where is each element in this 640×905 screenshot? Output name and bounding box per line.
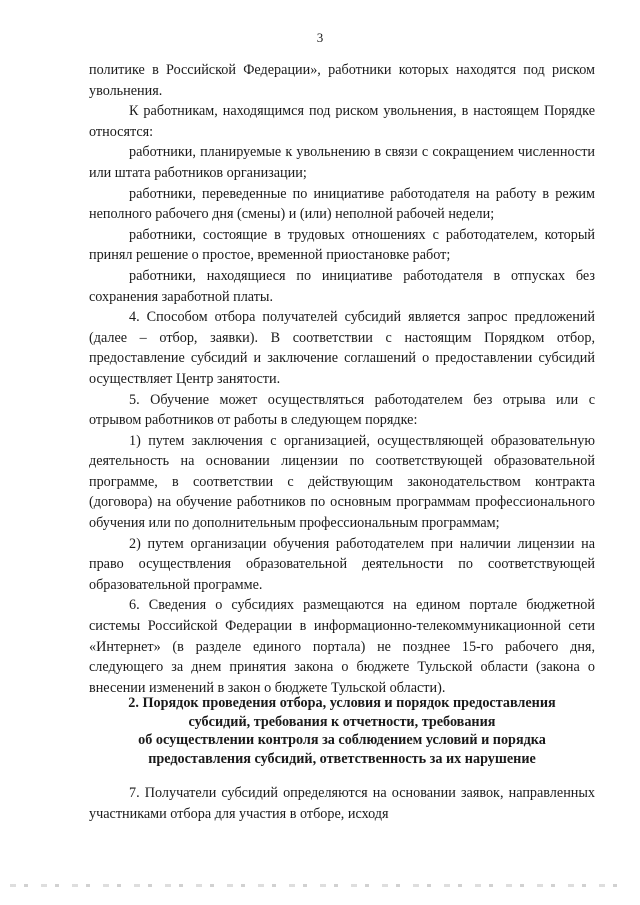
section-body <box>89 783 595 825</box>
paragraph: работники, состоящие в трудовых отношениях с работодателем, который принял решение о простое, временной приостановке работ; <box>89 226 595 264</box>
paragraph: 4. Способом отбора получателей субсидий является запрос предложений (далее – отбор, заявки). В соответствии с настоящим Порядком отбор, предоставление субсидий и заключение соглашений о предоставлении субсидий осуществляет Центр занятости. <box>89 309 595 387</box>
scan-edge-artifact <box>10 884 622 887</box>
paragraph: 6. Сведения о субсидиях размещаются на едином портале бюджетной системы Российской Федерации в информационно-телекоммуникационной сети «Интернет» (в разделе единого портала) не позднее 15-го рабочего дня, следующего за днем принятия закона о бюджете Тульской области (закона о внесении изменений в закон о бюджете Тульской области). <box>89 597 595 696</box>
section-heading-line: предоставления субсидий, ответственность за их нарушение <box>148 750 536 767</box>
paragraph: К работникам, находящимся под риском увольнения, в настоящем Порядке относятся: <box>89 103 595 140</box>
paragraph: 1) путем заключения с организацией, осуществляющей образовательную деятельность на основании лицензии по соответствующей образовательной программе, в соответствии с действующим законодательством контракта (договора) на обучение работников по основным программам профессионального обучения или по дополнительным профессиональным программам; <box>89 432 595 532</box>
paragraph: работники, планируемые к увольнению в связи с сокращением численности или штата работников организации; <box>89 144 595 181</box>
section-heading-line: субсидий, требования к отчетности, требования <box>188 713 496 730</box>
paragraph: работники, находящиеся по инициативе работодателя в отпусках без сохранения заработной платы. <box>89 267 595 305</box>
section-heading <box>89 694 595 768</box>
paragraph: 7. Получатели субсидий определяются на основании заявок, направленных участниками отбора для участия в отборе, исходя <box>89 785 595 822</box>
paragraph: работники, переведенные по инициативе работодателя на работу в режим неполного рабочего дня (смены) и (или) неполной рабочей недели; <box>89 185 595 223</box>
page-number: 3 <box>316 30 324 45</box>
paragraph: 2) путем организации обучения работодателем при наличии лицензии на право осуществления образовательной деятельности по соответствующей образовательной программе. <box>89 535 595 593</box>
document-body <box>89 60 595 698</box>
section-heading-line: 2. Порядок проведения отбора, условия и порядок предоставления <box>128 695 556 711</box>
paragraph: 5. Обучение может осуществляться работодателем без отрыва или с отрывом работников от работы в следующем порядке: <box>89 391 595 429</box>
paragraph: политике в Российской Федерации», работники которых находятся под риском увольнения. <box>89 62 595 99</box>
section-heading-line: об осуществлении контроля за соблюдением условий и порядка <box>138 732 546 748</box>
